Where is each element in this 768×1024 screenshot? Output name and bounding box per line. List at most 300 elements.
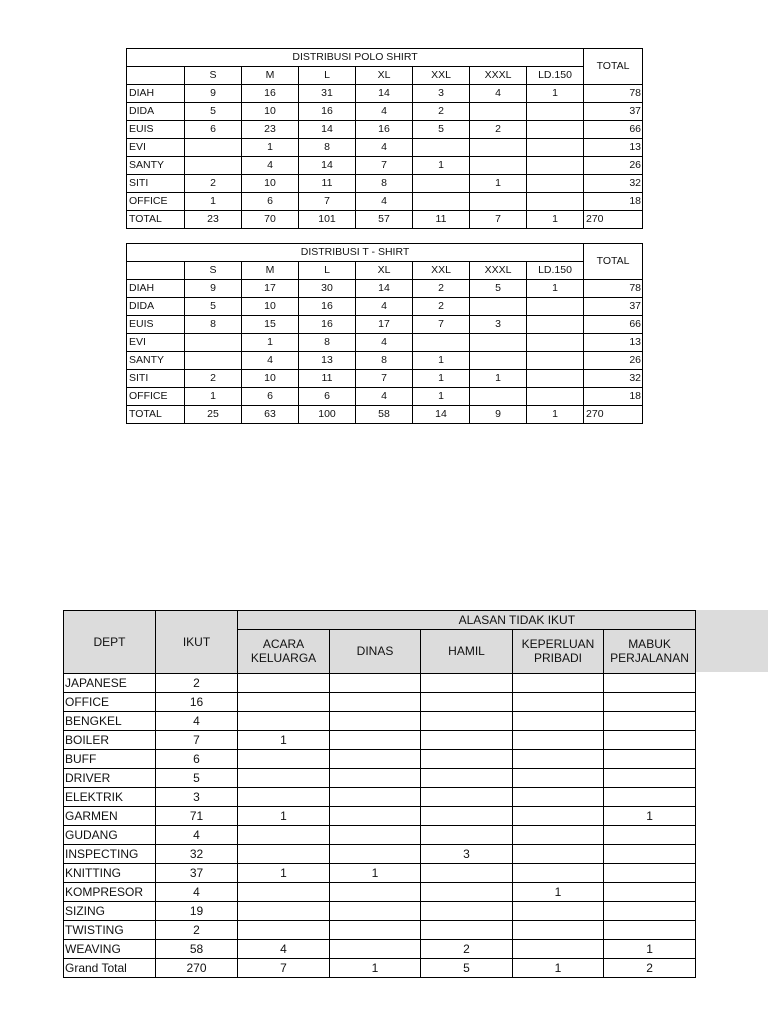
- reason-count: [513, 693, 604, 712]
- row-total: 78: [584, 280, 643, 298]
- quantity-cell: 16: [299, 316, 356, 334]
- row-name: SITI: [127, 370, 185, 388]
- reason-count: 1: [330, 959, 421, 978]
- quantity-cell: 13: [299, 352, 356, 370]
- name-header-cell: [127, 262, 185, 280]
- quantity-cell: 63: [242, 406, 299, 424]
- row-name: SANTY: [127, 352, 185, 370]
- reason-count: [330, 712, 421, 731]
- quantity-cell: 8: [356, 175, 413, 193]
- reason-count: [513, 826, 604, 845]
- reason-count: [330, 883, 421, 902]
- quantity-cell: 16: [356, 121, 413, 139]
- quantity-cell: 2: [413, 298, 470, 316]
- quantity-cell: 9: [185, 85, 242, 103]
- reason-count: 1: [238, 731, 330, 750]
- reason-count: [604, 769, 696, 788]
- row-name: DIDA: [127, 298, 185, 316]
- row-name: SITI: [127, 175, 185, 193]
- quantity-cell: 17: [356, 316, 413, 334]
- ikut-count: 3: [156, 788, 238, 807]
- dept-name: Grand Total: [64, 959, 156, 978]
- total-header: TOTAL: [584, 49, 643, 85]
- reason-count: [604, 693, 696, 712]
- ikut-count: 270: [156, 959, 238, 978]
- quantity-cell: [527, 175, 584, 193]
- row-total: 32: [584, 370, 643, 388]
- reason-count: [513, 921, 604, 940]
- table-row: [127, 103, 643, 121]
- reason-count: [238, 674, 330, 693]
- quantity-cell: 3: [470, 316, 527, 334]
- table-row: [127, 121, 643, 139]
- table-row: [127, 334, 643, 352]
- reason-count: 1: [513, 959, 604, 978]
- quantity-cell: 4: [356, 388, 413, 406]
- reason-count: 1: [238, 807, 330, 826]
- quantity-cell: 1: [413, 157, 470, 175]
- quantity-cell: [185, 352, 242, 370]
- reason-count: [513, 731, 604, 750]
- table-title-row: [127, 49, 643, 67]
- quantity-cell: [527, 103, 584, 121]
- table-row: [127, 388, 643, 406]
- quantity-cell: [527, 193, 584, 211]
- reason-count: [604, 750, 696, 769]
- ikut-count: 6: [156, 750, 238, 769]
- reason-count: [330, 750, 421, 769]
- dept-name: JAPANESE: [64, 674, 156, 693]
- quantity-cell: 8: [185, 316, 242, 334]
- size-header: XL: [356, 67, 413, 85]
- quantity-cell: [527, 157, 584, 175]
- row-total: 66: [584, 316, 643, 334]
- quantity-cell: 58: [356, 406, 413, 424]
- quantity-cell: [470, 298, 527, 316]
- quantity-cell: [527, 388, 584, 406]
- quantity-cell: 9: [470, 406, 527, 424]
- quantity-cell: [470, 103, 527, 121]
- quantity-cell: 23: [242, 121, 299, 139]
- table-title-row: [127, 244, 643, 262]
- reason-count: [513, 864, 604, 883]
- reason-count: 1: [238, 864, 330, 883]
- row-total: 26: [584, 352, 643, 370]
- reason-count: [513, 845, 604, 864]
- quantity-cell: 2: [413, 280, 470, 298]
- quantity-cell: 2: [185, 175, 242, 193]
- reason-count: 1: [330, 864, 421, 883]
- quantity-cell: 10: [242, 298, 299, 316]
- dept-header-row-1: [64, 611, 696, 630]
- quantity-cell: 5: [470, 280, 527, 298]
- quantity-cell: [470, 352, 527, 370]
- quantity-cell: [527, 298, 584, 316]
- dept-header: DEPT: [64, 611, 156, 674]
- quantity-cell: 10: [242, 370, 299, 388]
- quantity-cell: 1: [413, 352, 470, 370]
- quantity-cell: 4: [356, 103, 413, 121]
- quantity-cell: 11: [413, 211, 470, 229]
- reason-count: [330, 769, 421, 788]
- ikut-count: 32: [156, 845, 238, 864]
- reason-count: [330, 788, 421, 807]
- size-header-row: [127, 262, 643, 280]
- reason-count: 1: [604, 940, 696, 959]
- quantity-cell: 7: [356, 370, 413, 388]
- total-header: TOTAL: [584, 244, 643, 280]
- quantity-cell: 8: [299, 334, 356, 352]
- ikut-count: 19: [156, 902, 238, 921]
- quantity-cell: 1: [470, 175, 527, 193]
- table-row: [64, 693, 696, 712]
- quantity-cell: [413, 175, 470, 193]
- dept-name: KOMPRESOR: [64, 883, 156, 902]
- ikut-count: 4: [156, 826, 238, 845]
- row-total: 18: [584, 388, 643, 406]
- quantity-cell: [413, 139, 470, 157]
- size-header: XXL: [413, 67, 470, 85]
- size-header: S: [185, 67, 242, 85]
- quantity-cell: 5: [185, 103, 242, 121]
- row-total: 66: [584, 121, 643, 139]
- quantity-cell: 1: [527, 406, 584, 424]
- quantity-cell: 14: [413, 406, 470, 424]
- dept-name: BUFF: [64, 750, 156, 769]
- quantity-cell: 6: [299, 388, 356, 406]
- row-name: EVI: [127, 334, 185, 352]
- reason-count: [330, 921, 421, 940]
- table-row: [64, 712, 696, 731]
- quantity-cell: 4: [470, 85, 527, 103]
- reason-count: [604, 712, 696, 731]
- reason-count: [238, 693, 330, 712]
- quantity-cell: 16: [242, 85, 299, 103]
- quantity-cell: [470, 388, 527, 406]
- reason-count: [604, 731, 696, 750]
- reason-count: [513, 940, 604, 959]
- row-total: 13: [584, 334, 643, 352]
- name-header-cell: [127, 67, 185, 85]
- row-total: 18: [584, 193, 643, 211]
- dept-name: ELEKTRIK: [64, 788, 156, 807]
- size-header: S: [185, 262, 242, 280]
- reason-count: [604, 826, 696, 845]
- quantity-cell: 6: [242, 388, 299, 406]
- row-total: 270: [584, 211, 643, 229]
- row-name: OFFICE: [127, 193, 185, 211]
- table-row: [64, 902, 696, 921]
- ikut-count: 58: [156, 940, 238, 959]
- quantity-cell: [185, 334, 242, 352]
- dept-name: INSPECTING: [64, 845, 156, 864]
- ikut-count: 16: [156, 693, 238, 712]
- reason-header: ALASAN TIDAK IKUT: [238, 611, 696, 630]
- table-row: [127, 157, 643, 175]
- ikut-count: 71: [156, 807, 238, 826]
- reason-count: [604, 864, 696, 883]
- total-row: [127, 211, 643, 229]
- t-shirt-table: [126, 243, 643, 424]
- reason-count: 7: [238, 959, 330, 978]
- row-total: 13: [584, 139, 643, 157]
- reason-count: [238, 826, 330, 845]
- grand-total-row: [64, 959, 696, 978]
- quantity-cell: 7: [356, 157, 413, 175]
- size-header: XL: [356, 262, 413, 280]
- quantity-cell: 17: [242, 280, 299, 298]
- reason-count: [421, 712, 513, 731]
- reason-count: [421, 807, 513, 826]
- quantity-cell: 57: [356, 211, 413, 229]
- dept-name: WEAVING: [64, 940, 156, 959]
- quantity-cell: 14: [299, 157, 356, 175]
- reason-count: [421, 864, 513, 883]
- size-header: L: [299, 67, 356, 85]
- reason-count: [421, 902, 513, 921]
- reason-count: [421, 674, 513, 693]
- table-row: [64, 883, 696, 902]
- row-name: EUIS: [127, 316, 185, 334]
- quantity-cell: 101: [299, 211, 356, 229]
- dept-name: GUDANG: [64, 826, 156, 845]
- quantity-cell: 14: [356, 280, 413, 298]
- quantity-cell: 16: [299, 298, 356, 316]
- reason-count: [238, 769, 330, 788]
- ikut-count: 2: [156, 921, 238, 940]
- quantity-cell: [527, 334, 584, 352]
- quantity-cell: [185, 139, 242, 157]
- table-row: [127, 139, 643, 157]
- quantity-cell: 7: [470, 211, 527, 229]
- dept-name: BENGKEL: [64, 712, 156, 731]
- reason-count: [238, 845, 330, 864]
- ikut-header: IKUT: [156, 611, 238, 674]
- quantity-cell: 4: [356, 193, 413, 211]
- reason-mabuk-perjalanan-header: MABUK PERJALANAN: [604, 630, 696, 674]
- row-total: 37: [584, 103, 643, 121]
- quantity-cell: 1: [527, 211, 584, 229]
- size-header-row: [127, 67, 643, 85]
- reason-count: [330, 693, 421, 712]
- row-total: 270: [584, 406, 643, 424]
- quantity-cell: 8: [356, 352, 413, 370]
- ikut-count: 37: [156, 864, 238, 883]
- quantity-cell: 5: [185, 298, 242, 316]
- dept-name: TWISTING: [64, 921, 156, 940]
- quantity-cell: [413, 193, 470, 211]
- reason-count: [238, 883, 330, 902]
- reason-count: [330, 826, 421, 845]
- quantity-cell: 4: [242, 352, 299, 370]
- table-row: [64, 769, 696, 788]
- quantity-cell: 7: [299, 193, 356, 211]
- size-header: XXXL: [470, 262, 527, 280]
- size-header: M: [242, 262, 299, 280]
- row-name: OFFICE: [127, 388, 185, 406]
- reason-count: [604, 788, 696, 807]
- reason-count: 1: [604, 807, 696, 826]
- quantity-cell: 30: [299, 280, 356, 298]
- reason-count: 2: [604, 959, 696, 978]
- reason-count: [238, 921, 330, 940]
- reason-count: [330, 807, 421, 826]
- table-row: [127, 175, 643, 193]
- reason-count: [238, 750, 330, 769]
- quantity-cell: 1: [185, 193, 242, 211]
- reason-keperluan-pribadi-header: KEPERLUAN PRIBADI: [513, 630, 604, 674]
- row-total: 78: [584, 85, 643, 103]
- row-name: EUIS: [127, 121, 185, 139]
- reason-count: [330, 731, 421, 750]
- quantity-cell: 31: [299, 85, 356, 103]
- quantity-cell: 15: [242, 316, 299, 334]
- size-header: LD.150: [527, 67, 584, 85]
- quantity-cell: 3: [413, 85, 470, 103]
- reason-acara-keluarga-header: ACARA KELUARGA: [238, 630, 330, 674]
- reason-count: 4: [238, 940, 330, 959]
- quantity-cell: 14: [299, 121, 356, 139]
- table-title: DISTRIBUSI POLO SHIRT: [127, 49, 584, 67]
- quantity-cell: [527, 121, 584, 139]
- reason-count: [421, 693, 513, 712]
- ikut-count: 2: [156, 674, 238, 693]
- reason-count: [604, 883, 696, 902]
- quantity-cell: 5: [413, 121, 470, 139]
- table-row: [127, 280, 643, 298]
- row-name: DIDA: [127, 103, 185, 121]
- table-row: [127, 370, 643, 388]
- ikut-count: 5: [156, 769, 238, 788]
- table-row: [64, 731, 696, 750]
- reason-count: 2: [421, 940, 513, 959]
- row-total: 26: [584, 157, 643, 175]
- reason-count: [604, 674, 696, 693]
- reason-count: [330, 674, 421, 693]
- table-row: [64, 750, 696, 769]
- quantity-cell: 6: [242, 193, 299, 211]
- table-row: [64, 807, 696, 826]
- reason-count: [604, 845, 696, 864]
- quantity-cell: [413, 334, 470, 352]
- reason-count: [604, 921, 696, 940]
- quantity-cell: 1: [413, 370, 470, 388]
- table-row: [64, 845, 696, 864]
- size-header: M: [242, 67, 299, 85]
- quantity-cell: 23: [185, 211, 242, 229]
- quantity-cell: 1: [470, 370, 527, 388]
- table-title: DISTRIBUSI T - SHIRT: [127, 244, 584, 262]
- quantity-cell: [185, 157, 242, 175]
- quantity-cell: 1: [242, 334, 299, 352]
- quantity-cell: 16: [299, 103, 356, 121]
- reason-count: 1: [513, 883, 604, 902]
- quantity-cell: 10: [242, 103, 299, 121]
- quantity-cell: [527, 352, 584, 370]
- reason-count: [604, 902, 696, 921]
- reason-count: [421, 788, 513, 807]
- quantity-cell: 7: [413, 316, 470, 334]
- table-row: [64, 788, 696, 807]
- dept-name: DRIVER: [64, 769, 156, 788]
- reason-count: [330, 845, 421, 864]
- reason-count: [421, 883, 513, 902]
- table-row: [127, 352, 643, 370]
- dept-name: BOILER: [64, 731, 156, 750]
- dept-attendance-table: [63, 610, 696, 978]
- table-row: [127, 85, 643, 103]
- quantity-cell: [470, 334, 527, 352]
- quantity-cell: 4: [356, 334, 413, 352]
- quantity-cell: 1: [242, 139, 299, 157]
- quantity-cell: 6: [185, 121, 242, 139]
- size-header: XXL: [413, 262, 470, 280]
- reason-count: [330, 940, 421, 959]
- reason-dinas-header: DINAS: [330, 630, 421, 674]
- quantity-cell: [470, 157, 527, 175]
- quantity-cell: 1: [527, 280, 584, 298]
- table-row: [64, 826, 696, 845]
- table-row: [127, 298, 643, 316]
- quantity-cell: 1: [185, 388, 242, 406]
- reason-count: [238, 712, 330, 731]
- polo-shirt-table: [126, 48, 643, 229]
- ikut-count: 4: [156, 712, 238, 731]
- size-header: L: [299, 262, 356, 280]
- reason-count: [421, 750, 513, 769]
- reason-count: [513, 807, 604, 826]
- total-row: [127, 406, 643, 424]
- dept-name: SIZING: [64, 902, 156, 921]
- quantity-cell: 1: [527, 85, 584, 103]
- ikut-count: 4: [156, 883, 238, 902]
- header-fill-extension: [695, 610, 768, 672]
- row-name: DIAH: [127, 85, 185, 103]
- reason-count: 5: [421, 959, 513, 978]
- reason-count: [513, 750, 604, 769]
- quantity-cell: 2: [470, 121, 527, 139]
- reason-count: [421, 731, 513, 750]
- quantity-cell: [527, 370, 584, 388]
- dept-name: GARMEN: [64, 807, 156, 826]
- quantity-cell: 25: [185, 406, 242, 424]
- row-name: TOTAL: [127, 211, 185, 229]
- table-row: [64, 921, 696, 940]
- quantity-cell: 100: [299, 406, 356, 424]
- row-name: EVI: [127, 139, 185, 157]
- table-row: [127, 316, 643, 334]
- row-name: SANTY: [127, 157, 185, 175]
- quantity-cell: 1: [413, 388, 470, 406]
- reason-count: [421, 921, 513, 940]
- table-row: [127, 193, 643, 211]
- table-row: [64, 674, 696, 693]
- reason-count: [513, 712, 604, 731]
- quantity-cell: [470, 193, 527, 211]
- dept-name: KNITTING: [64, 864, 156, 883]
- reason-count: 3: [421, 845, 513, 864]
- ikut-count: 7: [156, 731, 238, 750]
- reason-count: [330, 902, 421, 921]
- reason-count: [421, 826, 513, 845]
- reason-count: [513, 674, 604, 693]
- quantity-cell: 9: [185, 280, 242, 298]
- quantity-cell: [527, 139, 584, 157]
- size-header: XXXL: [470, 67, 527, 85]
- quantity-cell: 4: [242, 157, 299, 175]
- row-name: DIAH: [127, 280, 185, 298]
- quantity-cell: 8: [299, 139, 356, 157]
